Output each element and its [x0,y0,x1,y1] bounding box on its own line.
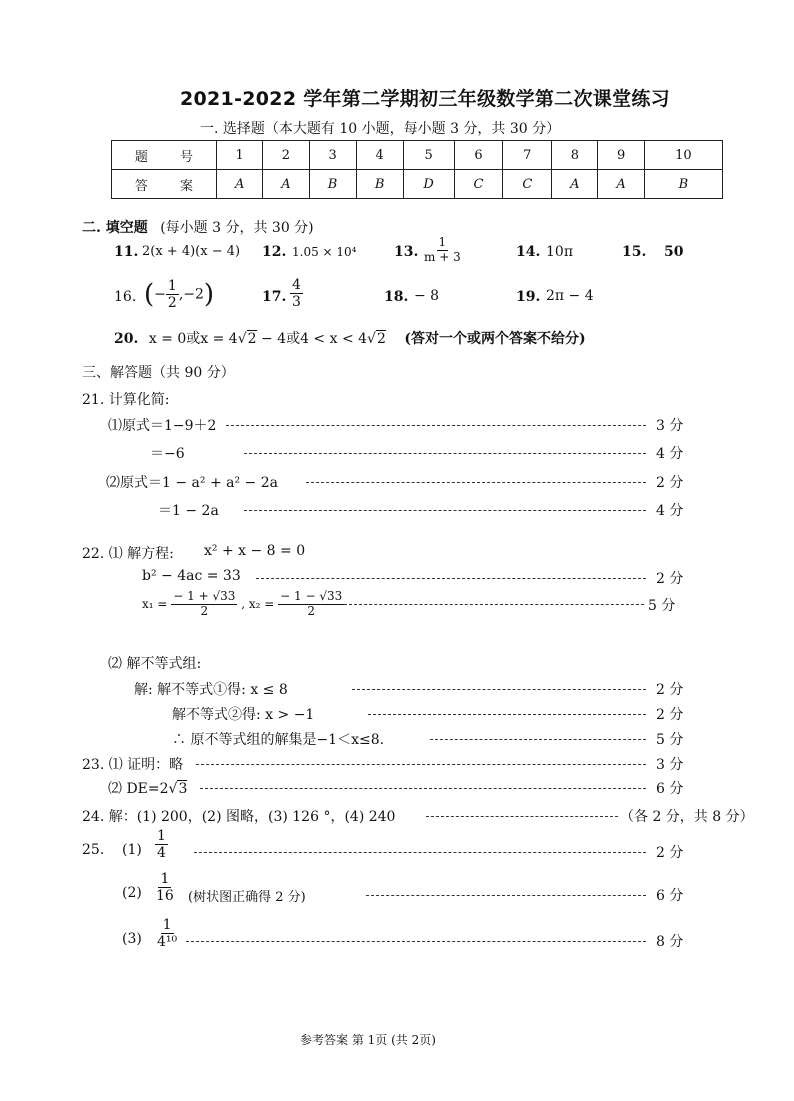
q22-x2-numerator: − 1 − √33 [280,589,343,603]
section2-heading-note: (每小题 3 分，共 30 分) [160,220,314,236]
q25-2-fraction [154,871,176,904]
table-cell: 4 [356,141,403,170]
q17-numerator: 4 [292,277,301,293]
table-cell: 6 [454,141,503,170]
q23-1-score: 3 分 [656,757,684,773]
q25-3-numerator: 1 [162,917,172,933]
q23-sqrt-icon: √ [168,781,178,797]
section2-heading [82,217,314,237]
table-row [112,141,723,170]
q25-1-fraction [155,828,168,861]
q16-denominator: 2 [167,295,177,312]
q22-roots-score: 5 分 [648,598,676,614]
q19-answer: 2π − 4 [546,288,594,304]
q14-number: 14. [516,244,541,260]
q12-number: 12. [262,244,287,260]
table-row-label: 答 案 [112,170,217,199]
q20-sqrt-icon: √ [367,331,376,347]
table-cell: D [403,170,454,199]
q24-score: （各 2 分，共 8 分） [620,809,754,825]
dashed-leader [244,453,646,454]
q22-x2-denominator: 2 [307,603,315,618]
table-cell: 5 [403,141,454,170]
q18-answer: − 8 [414,288,440,304]
q21-1a: ⑴原式＝1−9＋2 [108,418,217,434]
q25-1-numerator: 1 [157,828,166,844]
q13-numerator: 1 [438,235,447,249]
table-cell: C [503,170,552,199]
q22-discriminant: b² − 4ac = 33 [142,568,241,584]
table-cell: A [552,170,598,199]
q24-text: 24. 解：(1) 200，(2) 图略，(3) 126 °，(4) 240 [82,809,396,825]
q21-2a: ⑵原式＝1 − a² + a² − 2a [106,475,278,491]
q22-2-b: 解不等式②得: x > −1 [172,707,315,723]
q11-number: 11. [114,244,139,260]
table-cell: 9 [598,141,644,170]
dashed-leader [186,941,646,942]
q16-rest: ,−2 [178,286,204,303]
table-cell: 7 [503,141,552,170]
q16-number: 16. [114,289,137,305]
dashed-leader [368,714,646,715]
q22-2-b-score: 2 分 [656,707,684,723]
dashed-leader [196,764,646,765]
q20-part-b: − 4或4 < x < 4 [256,331,368,347]
dashed-leader [430,739,646,740]
q17-denominator: 3 [292,294,301,311]
q23-1: 23. ⑴ 证明：略 [82,757,184,773]
dashed-leader [306,482,646,483]
q23-2-text: ⑵ DE=2 [108,781,169,797]
q21-1a-score: 3 分 [656,418,684,434]
q25-1-label: (1) [122,842,142,858]
dashed-leader [344,604,644,605]
q22-x2-label: , x₂ = [241,596,275,611]
table-cell: A [263,170,309,199]
dashed-leader [426,816,618,817]
q20-row [114,328,586,348]
q21-2a-score: 2 分 [656,475,684,491]
q12-answer: 1.05 × 10⁴ [292,245,357,259]
q25-3-fraction [155,917,179,950]
q22-2-c: ∴ 原不等式组的解集是−1＜x≤8. [172,732,385,748]
q25-1-denominator: 4 [157,845,166,862]
table-cell: A [217,170,263,199]
table-cell: B [356,170,403,199]
q25-2-score: 6 分 [656,888,684,904]
q20-sqrt-icon: √ [237,331,247,347]
table-cell: 8 [552,141,598,170]
q16-answer: (− $\frac{1}{2}$ ,−2) [144,278,215,312]
q22-2-c-score: 5 分 [656,732,684,748]
table-cell: 2 [263,141,309,170]
q21-2b: ＝1 − 2a [158,503,219,519]
q25-3-label: (3) [122,931,142,947]
q15-answer: 50 [664,244,684,260]
q25-label: 25. [82,842,105,858]
table-cell: 1 [217,141,263,170]
dashed-leader [366,895,646,896]
q25-3-denominator: 4¹⁰ [157,934,178,951]
q16-numerator: 1 [167,278,177,294]
table-cell: 3 [309,141,356,170]
table-cell: B [644,170,722,199]
q25-3-score: 8 分 [656,934,684,950]
dashed-leader [200,788,646,789]
q25-2-label: (2) [122,885,142,901]
q15-number: 15. [622,244,647,260]
q20-number: 20. [114,331,139,347]
q18-number: 18. [384,289,409,305]
q20-part-a: x = 0或x = 4 [148,331,238,347]
table-cell: B [309,170,356,199]
q11-answer: 2(x + 4)(x − 4) [142,244,241,259]
table-cell: 10 [644,141,722,170]
q25-2-numerator: 1 [160,871,170,887]
q22-discriminant-score: 2 分 [656,571,684,587]
q19-number: 19. [516,289,541,305]
page-title: 2021-2022 学年第二学期初三年级数学第二次课堂练习 [180,88,670,110]
q20-radicand-2: 2 [376,331,386,347]
section2-heading-title: 二. 填空题 [82,220,148,236]
q21-1b: ＝−6 [150,446,185,462]
q23-2-radicand: 3 [178,781,188,797]
q22-x1-denominator: 2 [200,603,209,618]
answer-table [111,140,723,199]
q22-2-label: ⑵ 解不等式组: [108,656,202,672]
q25-1-score: 2 分 [656,845,684,861]
q13-answer [422,236,463,265]
q17-number: 17. [262,289,287,305]
dashed-leader [256,578,646,579]
q22-x1-label: x₁ = [142,596,168,611]
q17-answer [290,277,303,310]
dashed-leader [244,510,646,511]
dashed-leader [352,689,646,690]
q14-answer: 10π [546,244,574,260]
q21-label: 21. 计算化简: [82,392,170,408]
table-cell: C [454,170,503,199]
section3-heading: 三、解答题（共 90 分） [82,365,235,381]
q22-equation: x² + x − 8 = 0 [204,543,306,559]
page-footer: 参考答案 第 1页 (共 2页) [300,1033,436,1047]
q23-2 [108,778,187,798]
q23-2-score: 6 分 [656,781,684,797]
q22-2-a: 解: 解不等式①得: x ≤ 8 [134,682,288,698]
q25-2-denominator: 16 [156,888,174,905]
table-cell: A [598,170,644,199]
q21-2b-score: 4 分 [656,503,684,519]
section1-heading: 一. 选择题（本大题有 10 小题，每小题 3 分，共 30 分） [200,121,561,137]
q22-2-a-score: 2 分 [656,682,684,698]
dashed-leader [226,425,646,426]
table-row-label: 题 号 [112,141,217,170]
q22-x1-numerator: − 1 + √33 [173,589,236,603]
dashed-leader [194,852,646,853]
q13-number: 13. [394,244,419,260]
q20-radicand-1: 2 [247,331,257,347]
q22-label: 22. ⑴ 解方程: [82,546,174,562]
q21-1b-score: 4 分 [656,446,684,462]
q25-2-note: (树状图正确得 2 分) [188,890,306,905]
q16-minus: − [154,286,166,303]
q20-note: (答对一个或两个答案不给分) [404,331,586,347]
q13-denominator: m + 3 [424,249,461,264]
q22-roots [142,590,344,619]
table-row [112,170,723,199]
